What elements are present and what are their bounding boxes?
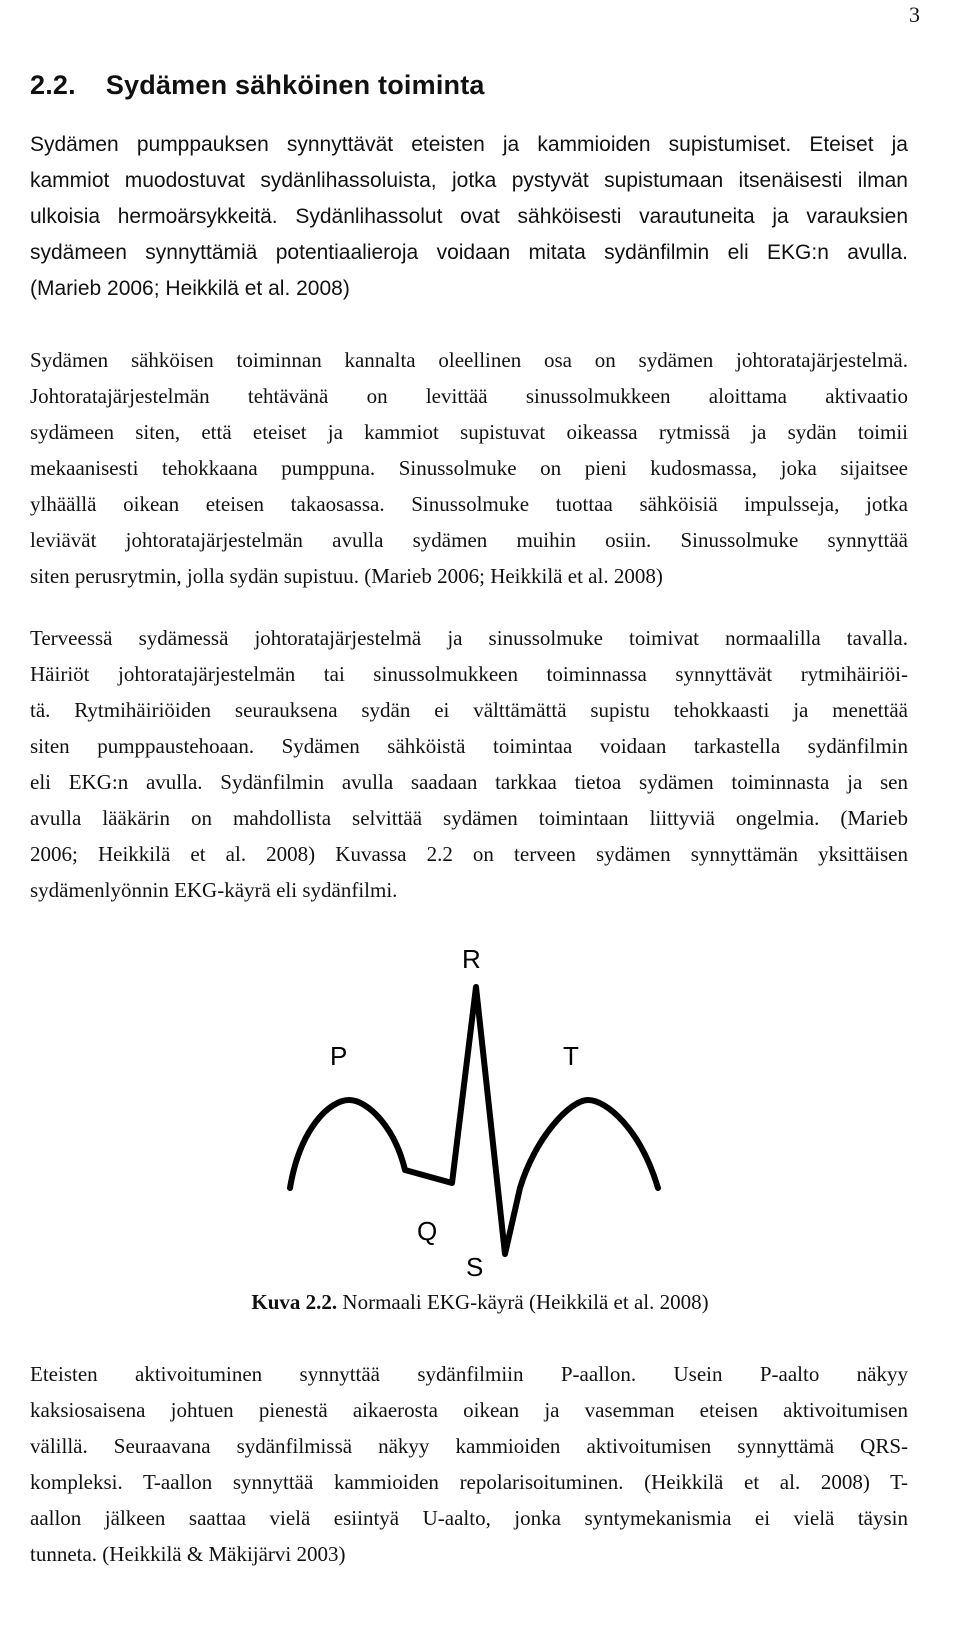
paragraph-3-line: sydämenlyönnin EKG-käyrä eli sydänfilmi.	[30, 878, 398, 902]
ekg-figure	[0, 930, 960, 1290]
paragraph-3-line: Terveessä sydämessä johtoratajärjestelmä ja sinussolmuke toimivat normaalilla tavalla.	[30, 626, 908, 650]
paragraph-4-line: kompleksi. T-aallon synnyttää kammioiden repolarisoituminen. (Heikkilä et al. 2008) T-	[30, 1470, 908, 1494]
paragraph-4	[30, 1356, 908, 1572]
paragraph-2-line: mekaanisesti tehokkaana pumppuna. Sinussolmuke on pieni kudosmassa, joka sijaitsee	[30, 456, 908, 480]
paragraph-4-line: Eteisten aktivoituminen synnyttää sydänfilmiin P-aallon. Usein P-aalto näkyy	[30, 1362, 908, 1386]
ekg-label-q: Q	[417, 1216, 438, 1246]
ekg-label-t: T	[563, 1041, 579, 1071]
section-number: 2.2.	[30, 70, 76, 100]
paragraph-3-line: avulla lääkärin on mahdollista selvittää sydämen toimintaan liittyviä ongelmia. (Marieb	[30, 806, 908, 830]
ekg-label-s: S	[466, 1252, 484, 1282]
paragraph-2-line: sydämeen siten, että eteiset ja kammiot supistuvat oikeassa rytmissä ja sydän toimii	[30, 420, 908, 444]
paragraph-2	[30, 342, 908, 594]
paragraph-2-line: leviävät johtoratajärjestelmän avulla sydämen muihin osiin. Sinussolmuke synnyttää	[30, 528, 908, 552]
paragraph-1-line: ulkoisia hermoärsykkeitä. Sydänlihassolut ovat sähköisesti varautuneita ja varauksien	[30, 205, 908, 228]
paragraph-3-line: eli EKG:n avulla. Sydänfilmin avulla saadaan tarkkaa tietoa sydämen toiminnasta ja sen	[30, 770, 908, 794]
paragraph-3-line: Häiriöt johtoratajärjestelmän tai sinussolmukkeen toiminnassa synnyttävät rytmihäiriöi-	[30, 662, 908, 686]
ekg-diagram	[0, 930, 960, 1290]
ekg-label-p: P	[330, 1041, 348, 1071]
paragraph-4-line: välillä. Seuraavana sydänfilmissä näkyy kammioiden aktivoitumisen synnyttämä QRS-	[30, 1434, 908, 1458]
paragraph-3-line: tä. Rytmihäiriöiden seurauksena sydän ei välttämättä supistu tehokkaasti ja menettää	[30, 698, 908, 722]
ekg-trace	[290, 987, 658, 1254]
paragraph-4-line: tunneta. (Heikkilä & Mäkijärvi 2003)	[30, 1542, 346, 1566]
paragraph-1-line: kammiot muodostuvat sydänlihassoluista, jotka pystyvät supistumaan itsenäisesti ilman	[30, 169, 908, 192]
paragraph-1-line: Sydämen pumppauksen synnyttävät eteisten ja kammioiden supistumiset. Eteiset ja	[30, 133, 908, 156]
caption-text: Normaali EKG-käyrä (Heikkilä et al. 2008)	[342, 1290, 709, 1314]
paragraph-4-line: kaksiosaisena johtuen pienestä aikaerosta oikean ja vasemman eteisen aktivoitumisen	[30, 1398, 908, 1422]
paragraph-3-line: 2006; Heikkilä et al. 2008) Kuvassa 2.2 on terveen sydämen synnyttämän yksittäisen	[30, 842, 908, 866]
paragraph-2-line: Johtoratajärjestelmän tehtävänä on levittää sinussolmukkeen aloittama aktivaatio	[30, 384, 908, 408]
paragraph-2-line: Sydämen sähköisen toiminnan kannalta oleellinen osa on sydämen johtoratajärjestelmä.	[30, 348, 908, 372]
paragraph-3-line: siten pumppaustehoaan. Sydämen sähköistä toimintaa voidaan tarkastella sydänfilmin	[30, 734, 908, 758]
paragraph-3	[30, 620, 908, 908]
section-title: Sydämen sähköinen toiminta	[105, 70, 485, 100]
paragraph-1	[30, 127, 908, 307]
ekg-label-r: R	[462, 944, 481, 974]
paragraph-2-line: ylhäällä oikean eteisen takaosassa. Sinussolmuke tuottaa sähköisiä impulsseja, jotka	[30, 492, 908, 516]
caption-label: Kuva 2.2.	[251, 1290, 338, 1314]
paragraph-4-line: aallon jälkeen saattaa vielä esiintyä U-aalto, jonka syntymekanismia ei vielä täysin	[30, 1506, 908, 1530]
figure-caption	[0, 1290, 960, 1315]
paragraph-2-line: siten perusrytmin, jolla sydän supistuu. (Marieb 2006; Heikkilä et al. 2008)	[30, 564, 663, 588]
section-heading	[30, 70, 485, 101]
paragraph-1-line: sydämeen synnyttämiä potentiaalieroja voidaan mitata sydänfilmin eli EKG:n avulla.	[30, 241, 908, 264]
paragraph-1-line: (Marieb 2006; Heikkilä et al. 2008)	[30, 277, 350, 300]
page-number: 3	[909, 2, 920, 27]
